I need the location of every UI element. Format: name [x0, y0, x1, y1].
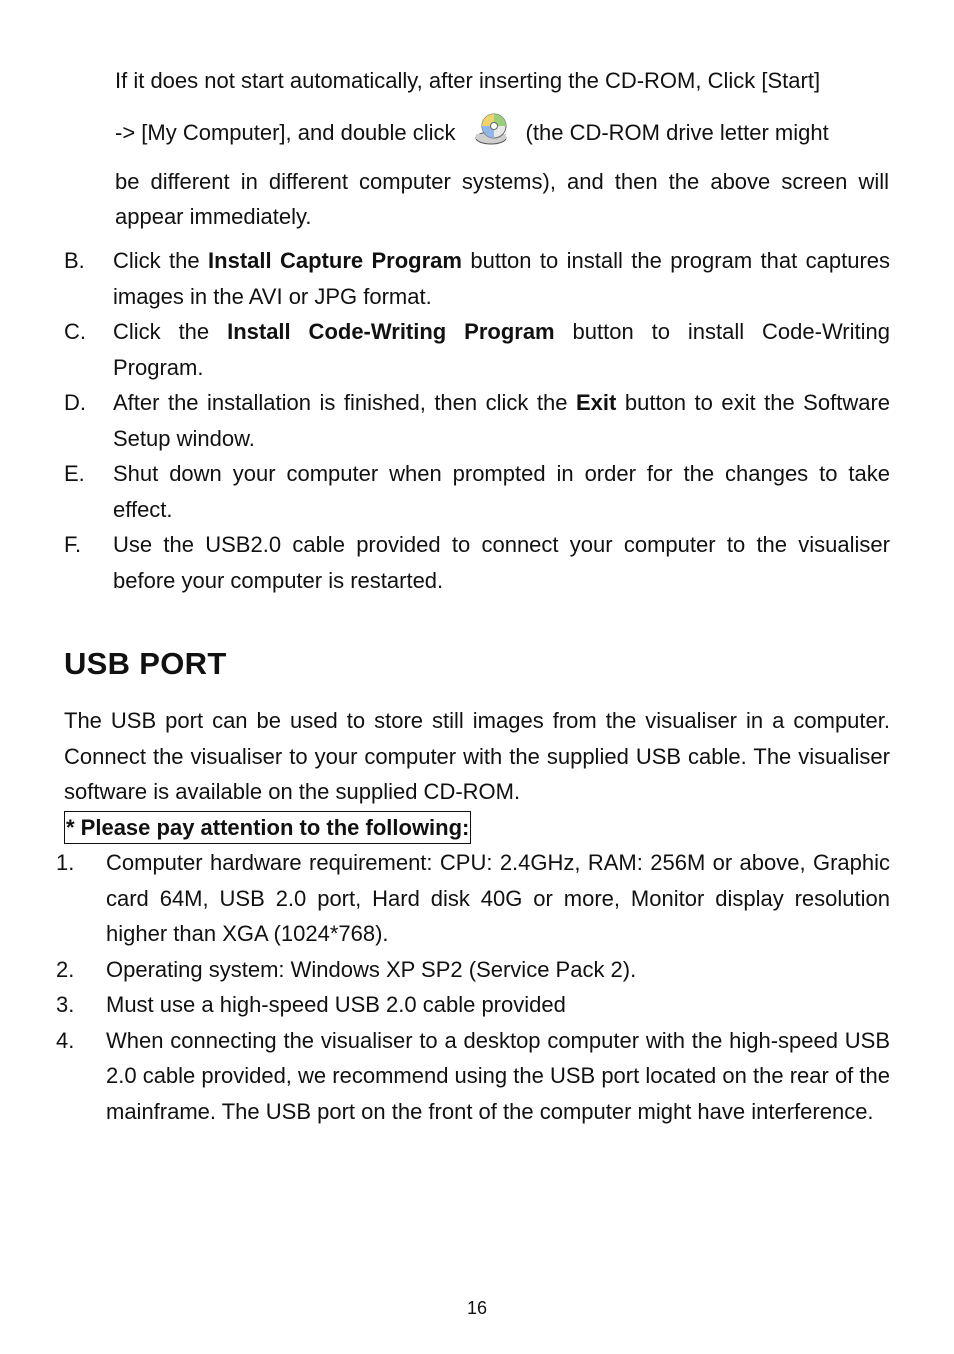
list-item: 4. When connecting the visualiser to a desktop computer with the high-speed USB 2.0 cable provided, we recommend using the USB port located on the rear of the mainframe. The USB port on the front of the computer might have interference.: [56, 1027, 890, 1124]
section-heading: USB PORT: [64, 646, 227, 681]
requirements-list: [56, 845, 890, 1129]
intro-paragraph: [115, 60, 889, 234]
list-item: B. Click the Install Capture Program button to install the program that captures images in the AVI or JPG format.: [64, 248, 891, 309]
intro-line-2: [115, 104, 889, 170]
list-item: 3. Must use a high-speed USB 2.0 cable provided: [56, 992, 566, 1017]
list-item: C. Click the Install Code-Writing Program button to install Code-Writing Program.: [64, 319, 890, 380]
cd-rom-drive-icon: [474, 112, 510, 170]
page-number: 16: [466, 1298, 488, 1318]
setup-steps-list: [64, 243, 890, 598]
intro-rest: be different in different computer systems), and then the above screen will appear immediately.: [115, 169, 889, 229]
list-item: 1. Computer hardware requirement: CPU: 2.4GHz, RAM: 256M or above, Graphic card 64M, USB 2.0 port, Hard disk 40G or more, Monitor display resolution higher than XGA (1024*768).: [56, 850, 890, 946]
list-item: 2. Operating system: Windows XP SP2 (Service Pack 2).: [56, 956, 637, 982]
intro-line-2-start: -> [My Computer], and double click: [115, 120, 456, 145]
usb-port-paragraph: The USB port can be used to store still images from the visualiser in a computer. Connect the visualiser to your computer with the supplied USB cable. The visualiser software is available on the supplied CD-ROM.: [64, 708, 890, 804]
list-item: E. Shut down your computer when prompted in order for the changes to take effect.: [64, 461, 890, 522]
attention-note: * Please pay attention to the following:: [64, 811, 471, 844]
list-item: D. After the installation is finished, then click the Exit button to exit the Software Setup window.: [64, 390, 891, 451]
intro-line-1: If it does not start automatically, after inserting the CD-ROM, Click [Start]: [115, 68, 821, 93]
intro-line-2-end: (the CD-ROM drive letter might: [525, 120, 829, 145]
list-item: F. Use the USB2.0 cable provided to connect your computer to the visualiser before your computer is restarted.: [64, 532, 890, 593]
